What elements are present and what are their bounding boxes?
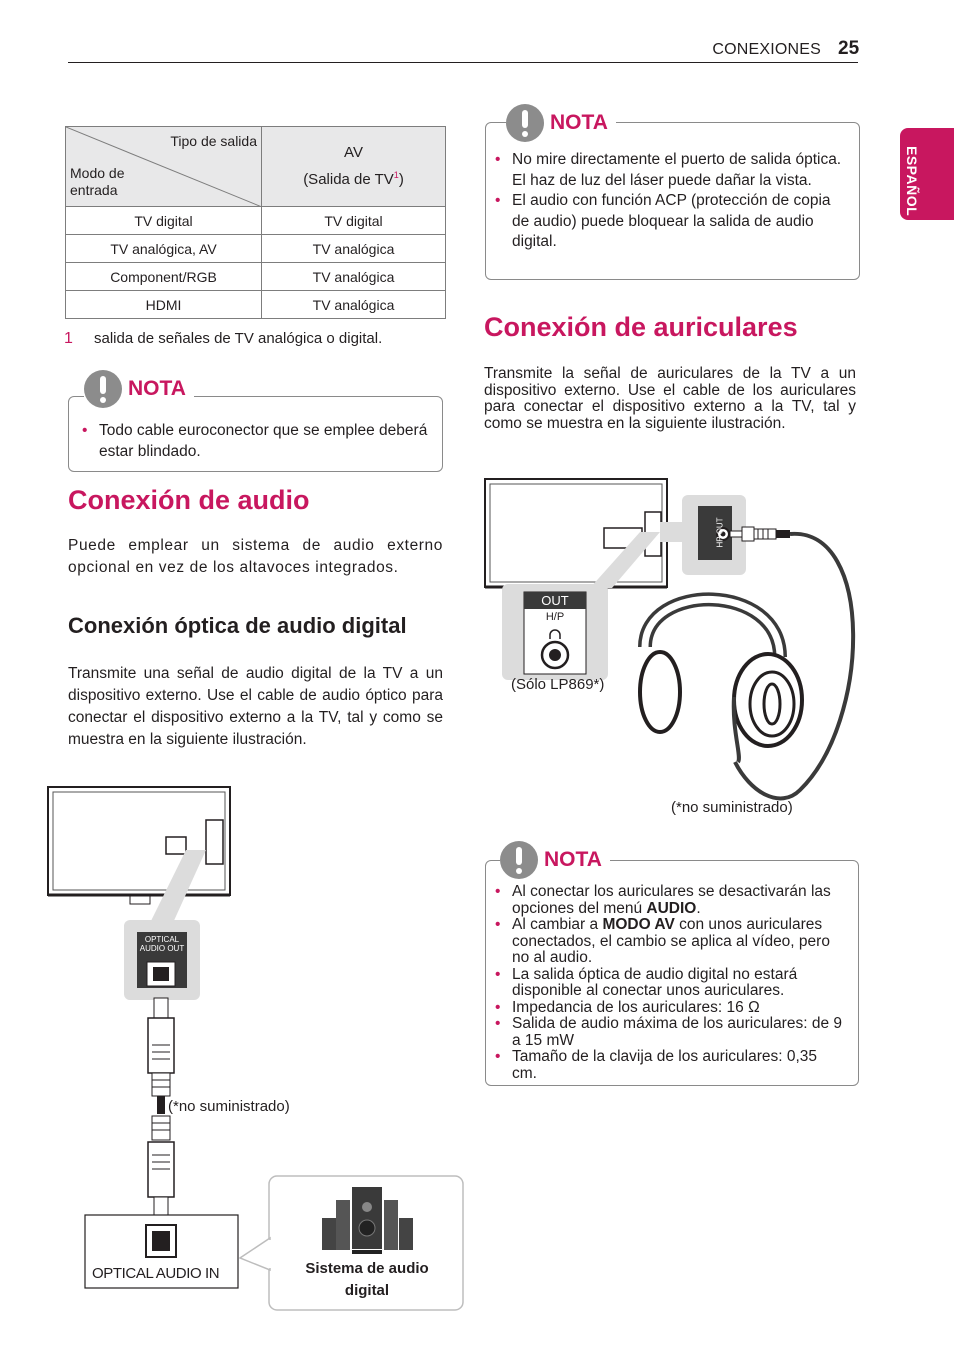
table-row <box>66 291 446 319</box>
table-header-diagonal-cell <box>66 127 262 207</box>
headphones-connection-illustration <box>480 472 870 802</box>
table-cell: HDMI <box>66 291 262 319</box>
headphones-not-supplied: (*no suministrado) <box>671 799 793 816</box>
note-text: Tamaño de la clavija de los auriculares: 0,35 cm. <box>512 1048 818 1082</box>
headphones-description: Transmite la señal de auriculares de la TV a un dispositivo externo. Use el cable de los auriculares para conectar el dispositivo externo a la TV, tal y como se muestra en la siguiente ilustración. <box>484 365 856 432</box>
table-cell: TV digital <box>262 207 446 235</box>
note-title: NOTA <box>128 377 186 400</box>
audio-system-label: Sistema de audio digital <box>305 1260 429 1299</box>
page-number: 25 <box>838 38 860 59</box>
note-text: Al conectar los auriculares se desactivarán las opciones del menú <box>512 883 831 917</box>
note-item <box>492 917 842 967</box>
model-note: (Sólo LP869*) <box>511 676 605 693</box>
optical-port-label: OPTICAL AUDIO OUT <box>139 935 185 953</box>
footnote-text: salida de señales de TV analógica o digital. <box>94 330 383 347</box>
optical-connection-illustration <box>44 780 469 1315</box>
note-item <box>492 884 842 917</box>
hp-port-out-label: OUT <box>541 593 569 608</box>
running-header-section: CONEXIONES <box>712 41 821 58</box>
section-title-audio: Conexión de audio <box>68 485 310 515</box>
note-header-top-right <box>506 104 616 142</box>
note-box-bottom-right <box>485 860 859 1086</box>
hp-port-hp-label: H/P <box>545 611 565 623</box>
note-box-top-right <box>485 122 860 280</box>
note-item: • No mire directamente el puerto de salida óptica. El haz de luz del láser puede dañar la vista. <box>492 150 852 191</box>
optical-not-supplied: (*no suministrado) <box>168 1098 290 1115</box>
table-header-av <box>262 127 446 207</box>
note-item <box>492 1016 842 1049</box>
header-av-line2 <box>262 164 445 191</box>
header-av-close: ) <box>398 171 404 188</box>
table-cell: TV analógica <box>262 291 446 319</box>
table-row <box>66 263 446 291</box>
table-header-row <box>66 127 446 207</box>
exclamation-icon <box>84 370 122 408</box>
language-tab <box>900 128 954 220</box>
hp-port-side-label: HP OUT <box>715 517 725 548</box>
note-item <box>492 1000 842 1017</box>
optical-description: Transmite una señal de audio digital de la TV a un dispositivo externo. Use el cable de audio óptico para conectar el dispositivo externo a la TV, tal y como se muestra en la siguiente ilustración. <box>68 665 443 748</box>
table-cell: TV digital <box>66 207 262 235</box>
note-header-bottom-right <box>500 841 610 879</box>
note-item <box>492 967 842 1000</box>
note-header-left <box>84 370 194 408</box>
note-item: • Todo cable euroconector que se emplee deberá estar blindado. <box>79 421 429 462</box>
note-text: Al cambiar a <box>512 916 603 933</box>
language-tab-label: ESPAÑOL <box>904 146 920 217</box>
exclamation-icon <box>506 104 544 142</box>
audio-intro-text: Puede emplear un sistema de audio externo opcional en vez de los altavoces integrados. <box>68 537 443 576</box>
header-output-type: Tipo de salida <box>170 133 257 149</box>
note-text: . <box>696 899 701 917</box>
note-text: con unos auriculares conectados, el cambio se aplica al vídeo, pero no al audio. <box>512 916 830 966</box>
note-title: NOTA <box>544 848 602 871</box>
footnote-number: 1 <box>64 330 73 347</box>
note-text: Salida de audio máxima de los auriculares: de 9 a 15 mW <box>512 1015 842 1049</box>
header-av-text: (Salida de TV <box>303 171 394 188</box>
table-cell: TV analógica, AV <box>66 235 262 263</box>
header-rule <box>68 62 858 63</box>
table-row <box>66 207 446 235</box>
input-output-table <box>65 126 446 319</box>
note-bold: AUDIO <box>646 899 697 917</box>
note-text: La salida óptica de audio digital no estará disponible al conectar unos auriculares. <box>512 965 798 999</box>
header-av-line1: AV <box>344 144 363 161</box>
table-cell: TV analógica <box>262 263 446 291</box>
note-item <box>492 1049 842 1082</box>
optical-input-label: OPTICAL AUDIO IN <box>92 1265 220 1282</box>
section-title-headphones: Conexión de auriculares <box>484 312 798 342</box>
table-row <box>66 235 446 263</box>
exclamation-icon <box>500 841 538 879</box>
header-input-mode: Modo de entrada <box>70 165 125 198</box>
note-bold: MODO AV <box>602 916 675 933</box>
table-cell: Component/RGB <box>66 263 262 291</box>
subsection-title-optical: Conexión óptica de audio digital <box>68 613 407 638</box>
table-cell: TV analógica <box>262 235 446 263</box>
footnote-ref: 1 <box>393 170 399 180</box>
note-text: Impedancia de los auriculares: 16 Ω <box>512 998 760 1016</box>
note-title: NOTA <box>550 111 608 134</box>
note-item: • El audio con función ACP (protección de copia de audio) puede bloquear la salida de audio digital. <box>492 191 852 253</box>
